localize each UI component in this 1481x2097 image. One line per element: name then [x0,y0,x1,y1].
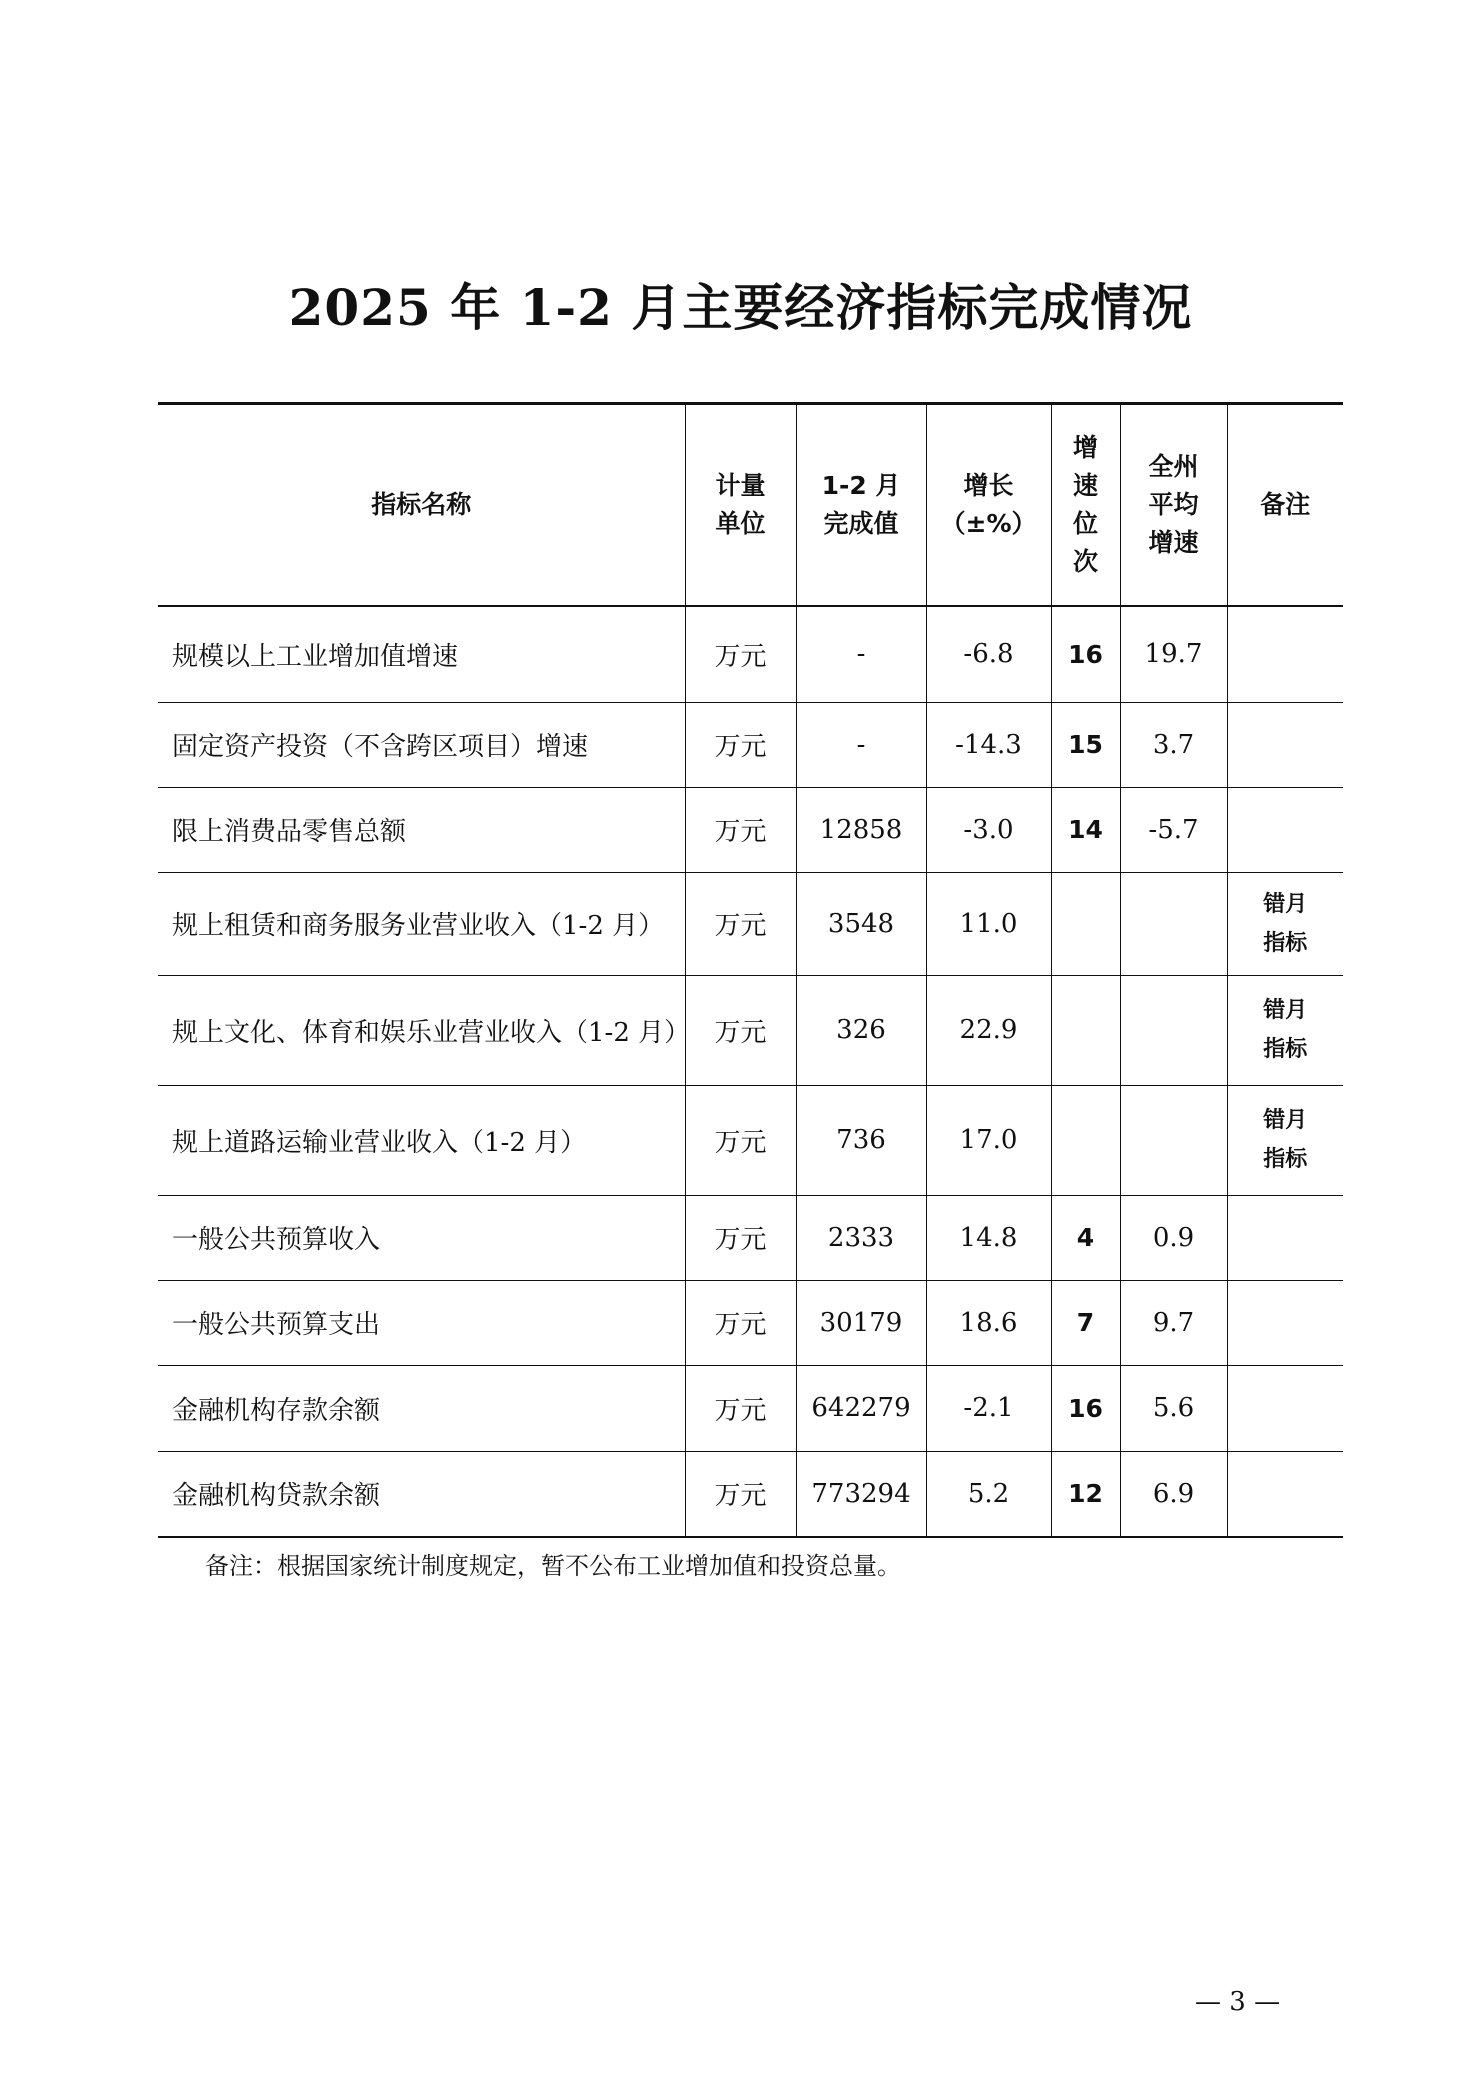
header-line: 增速 [1148,528,1199,557]
header-line: 单位 [715,509,766,538]
indicator-name-cell: 金融机构存款余额 [158,1365,685,1451]
growth-cell: 18.6 [926,1280,1051,1365]
prefecture-average-cell: 6.9 [1120,1451,1227,1537]
value-cell: 30179 [796,1280,926,1365]
growth-cell: -6.8 [926,606,1051,702]
header-line: 增 [1072,433,1098,462]
header-line: 位 [1072,509,1098,538]
growth-cell: -2.1 [926,1365,1051,1451]
growth-cell: 5.2 [926,1451,1051,1537]
unit-cell: 万元 [685,1085,796,1195]
note-cell [1227,1280,1343,1365]
note-line: 指标 [1263,1037,1308,1062]
growth-cell: -14.3 [926,702,1051,787]
prefecture-average-cell: 19.7 [1120,606,1227,702]
page-title: 2025 年 1-2 月主要经济指标完成情况 [288,278,1193,337]
unit-cell: 万元 [685,606,796,702]
header-growth [926,404,1051,607]
indicator-name-cell: 一般公共预算收入 [158,1195,685,1280]
unit-cell: 万元 [685,1280,796,1365]
growth-cell: 11.0 [926,872,1051,975]
header-line: 增长 [963,471,1014,500]
table-row [158,1451,1343,1537]
indicator-name-cell: 金融机构贷款余额 [158,1451,685,1537]
header-line: 平均 [1148,490,1199,519]
rank-cell: 4 [1051,1195,1120,1280]
rank-cell: 7 [1051,1280,1120,1365]
header-prefecture-average [1120,404,1227,607]
indicator-name-cell: 一般公共预算支出 [158,1280,685,1365]
table-row [158,787,1343,872]
indicator-name-cell: 规上租赁和商务服务业营业收入（1-2 月） [158,872,685,975]
rank-cell [1051,872,1120,975]
prefecture-average-cell: 0.9 [1120,1195,1227,1280]
table-row [158,1365,1343,1451]
indicator-name-cell: 固定资产投资（不含跨区项目）增速 [158,702,685,787]
value-cell: - [796,702,926,787]
header-rank [1051,404,1120,607]
header-line: 速 [1072,471,1098,500]
value-cell: 736 [796,1085,926,1195]
table-row [158,1280,1343,1365]
note-line: 指标 [1263,930,1308,956]
note-cell [1227,1085,1343,1195]
unit-cell: 万元 [685,975,796,1085]
value-cell: 326 [796,975,926,1085]
prefecture-average-cell [1120,975,1227,1085]
rank-cell: 12 [1051,1451,1120,1537]
note-line: 错月 [1263,1108,1308,1133]
header-line: 完成值 [823,509,899,538]
header-line: 备注 [1260,490,1311,519]
note-cell [1227,702,1343,787]
prefecture-average-cell [1120,1085,1227,1195]
table-body [158,606,1343,1537]
note-cell [1227,975,1343,1085]
value-cell: 2333 [796,1195,926,1280]
rank-cell: 16 [1051,1365,1120,1451]
value-cell: 642279 [796,1365,926,1451]
indicator-name-cell: 规模以上工业增加值增速 [158,606,685,702]
note-cell [1227,1451,1343,1537]
rank-cell: 16 [1051,606,1120,702]
note-cell [1227,872,1343,975]
rank-cell: 15 [1051,702,1120,787]
prefecture-average-cell: -5.7 [1120,787,1227,872]
value-cell: 3548 [796,872,926,975]
growth-cell: 22.9 [926,975,1051,1085]
table-header-row [158,404,1343,607]
unit-cell: 万元 [685,787,796,872]
growth-cell: 17.0 [926,1085,1051,1195]
note-line: 指标 [1263,1147,1308,1172]
prefecture-average-cell: 3.7 [1120,702,1227,787]
header-value [796,404,926,607]
unit-cell: 万元 [685,1195,796,1280]
table-row [158,606,1343,702]
indicator-name-cell: 规上道路运输业营业收入（1-2 月） [158,1085,685,1195]
header-line: 1-2 月 [821,471,901,500]
unit-cell: 万元 [685,872,796,975]
unit-cell: 万元 [685,1365,796,1451]
rank-cell [1051,1085,1120,1195]
indicator-name-cell: 规上文化、体育和娱乐业营业收入（1-2 月） [158,975,685,1085]
header-line: 全州 [1148,452,1199,481]
rank-cell [1051,975,1120,1085]
note-line: 错月 [1263,891,1308,917]
header-line: 次 [1072,547,1098,576]
value-cell: 773294 [796,1451,926,1537]
value-cell: - [796,606,926,702]
note-cell [1227,606,1343,702]
table-row [158,872,1343,975]
header-line: （±%） [940,509,1037,538]
prefecture-average-cell [1120,872,1227,975]
footnote: 备注：根据国家统计制度规定，暂不公布工业增加值和投资总量。 [205,1552,901,1580]
table-row [158,702,1343,787]
value-cell: 12858 [796,787,926,872]
table-row [158,1085,1343,1195]
growth-cell: 14.8 [926,1195,1051,1280]
header-indicator-name [158,404,685,607]
unit-cell: 万元 [685,702,796,787]
page-number: — 3 — [1195,1987,1281,2017]
economic-indicators-table [158,402,1343,1538]
prefecture-average-cell: 9.7 [1120,1280,1227,1365]
table-row [158,975,1343,1085]
unit-cell: 万元 [685,1451,796,1537]
header-note [1227,404,1343,607]
rank-cell: 14 [1051,787,1120,872]
header-line: 指标名称 [371,490,472,519]
table-row [158,1195,1343,1280]
note-line: 错月 [1263,998,1308,1023]
header-line: 计量 [715,471,766,500]
header-unit [685,404,796,607]
indicator-name-cell: 限上消费品零售总额 [158,787,685,872]
growth-cell: -3.0 [926,787,1051,872]
note-cell [1227,1195,1343,1280]
note-cell [1227,1365,1343,1451]
note-cell [1227,787,1343,872]
prefecture-average-cell: 5.6 [1120,1365,1227,1451]
